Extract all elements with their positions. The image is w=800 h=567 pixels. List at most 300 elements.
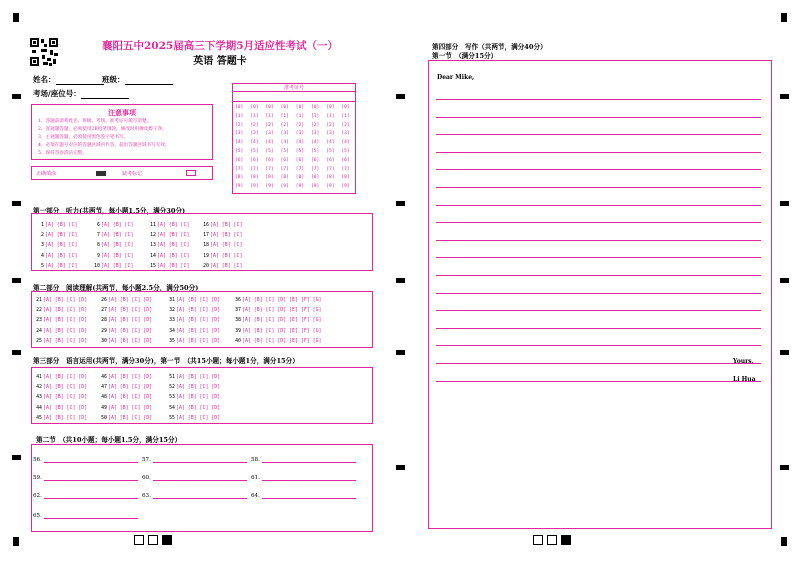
- question-row[interactable]: [35, 328, 87, 334]
- question-row[interactable]: [202, 232, 242, 238]
- class-label: 班级：: [102, 75, 125, 84]
- question-row[interactable]: [35, 415, 87, 421]
- answer-options[interactable]: [A] [B] [C] [D]: [43, 374, 88, 380]
- exam-id-digit-bubble[interactable]: [9]: [250, 184, 259, 190]
- name-field[interactable]: [33, 74, 104, 85]
- answer-options[interactable]: [A] [B] [C]: [101, 252, 134, 259]
- timing-mark: [396, 278, 405, 283]
- exam-id-digit-bubble[interactable]: [8]: [280, 175, 289, 181]
- timing-mark: [12, 278, 21, 283]
- question-row[interactable]: [35, 374, 87, 380]
- question-number: 20: [203, 262, 209, 269]
- writing-line[interactable]: [436, 99, 761, 100]
- question-row[interactable]: [93, 232, 133, 238]
- exam-id-digit-bubble[interactable]: [7]: [265, 166, 274, 172]
- writing-line[interactable]: [436, 345, 761, 346]
- writing-line[interactable]: [436, 275, 761, 276]
- exam-id-digit-bubble[interactable]: [0]: [280, 105, 289, 110]
- blank-line[interactable]: [44, 475, 138, 481]
- answer-options[interactable]: [A] [B] [C] [D]: [43, 297, 88, 303]
- exam-id-digit-bubble[interactable]: [3]: [341, 131, 350, 137]
- blank-number: 61.: [251, 475, 260, 481]
- exam-id-digit-bubble[interactable]: [8]: [341, 175, 350, 181]
- timing-mark: [12, 201, 21, 206]
- question-row[interactable]: [100, 328, 152, 334]
- question-number: 41: [36, 374, 42, 380]
- timing-mark: [12, 94, 21, 99]
- exam-id-digit-bubble[interactable]: [2]: [341, 122, 350, 128]
- fill-blank[interactable]: [33, 513, 138, 519]
- fill-blank[interactable]: [251, 475, 356, 481]
- note-line: 4、必须在题号对应的答题区域内作答，超出答题区域书写无效。: [38, 143, 170, 148]
- exam-id-digit-bubble[interactable]: [4]: [295, 140, 305, 146]
- answer-options[interactable]: [A] [B] [C] [D]: [43, 307, 88, 314]
- fill-blank[interactable]: [33, 493, 138, 499]
- fill-blank[interactable]: [33, 475, 138, 481]
- answer-options[interactable]: [A] [B] [C] [D] [E] [F] [G]: [242, 317, 322, 324]
- question-number: 36: [235, 297, 241, 303]
- question-row[interactable]: [149, 222, 189, 228]
- question-row[interactable]: [37, 263, 77, 269]
- question-number: 34: [169, 327, 175, 334]
- question-number: 30: [101, 337, 107, 344]
- exam-id-digit-bubble[interactable]: [0]: [326, 105, 335, 110]
- exam-id-digit-bubble[interactable]: [7]: [280, 166, 289, 172]
- exam-id-digit-bubble[interactable]: [9]: [235, 184, 244, 190]
- exam-id-digit-bubble[interactable]: [6]: [250, 157, 259, 163]
- fill-blank[interactable]: [142, 457, 247, 463]
- blank-line[interactable]: [44, 457, 138, 463]
- exam-id-digit-bubble[interactable]: [5]: [341, 149, 350, 154]
- exam-id-digit-bubble[interactable]: [9]: [280, 184, 289, 190]
- timing-mark: [781, 537, 787, 546]
- exam-id-digit-bubble[interactable]: [4]: [235, 140, 244, 146]
- answer-options[interactable]: [A] [B] [C] [D]: [176, 307, 221, 314]
- exam-id-digit-bubble[interactable]: [9]: [341, 184, 350, 190]
- question-row[interactable]: [202, 253, 242, 259]
- blank-line[interactable]: [44, 513, 138, 519]
- exam-id-digit-bubble[interactable]: [4]: [280, 140, 289, 146]
- question-number: 25: [36, 337, 42, 344]
- answer-options[interactable]: [A] [B] [C] [D]: [176, 414, 221, 421]
- writing-line[interactable]: [436, 117, 761, 118]
- answer-options[interactable]: [A] [B] [C]: [101, 232, 134, 239]
- question-row[interactable]: [100, 415, 152, 421]
- fill-blank[interactable]: [251, 457, 356, 463]
- answer-options[interactable]: [A] [B] [C] [D]: [108, 394, 153, 401]
- answer-options[interactable]: [A] [B] [C]: [101, 242, 134, 249]
- question-number: 9: [97, 252, 100, 259]
- exam-id-digit-bubble[interactable]: [7]: [326, 166, 335, 172]
- question-row[interactable]: [202, 242, 242, 248]
- exam-id-digit-bubble[interactable]: [0]: [250, 105, 259, 110]
- question-number: 21: [36, 297, 42, 303]
- answer-options[interactable]: [A] [B] [C]: [45, 252, 78, 259]
- answer-options[interactable]: [A] [B] [C] [D]: [108, 327, 153, 334]
- question-row[interactable]: [93, 263, 133, 269]
- exam-id-digit-bubble[interactable]: [2]: [280, 122, 289, 128]
- timing-mark: [13, 537, 19, 546]
- exam-id-digit-bubble[interactable]: [1]: [311, 113, 320, 119]
- question-number: 3: [41, 242, 44, 249]
- answer-options[interactable]: [A] [B] [C]: [45, 222, 78, 228]
- writing-line[interactable]: [436, 257, 761, 258]
- exam-id-digit-bubble[interactable]: [9]: [311, 184, 320, 190]
- blank-line[interactable]: [262, 475, 356, 481]
- answer-options[interactable]: [A] [B] [C] [D]: [176, 337, 221, 344]
- question-row[interactable]: [234, 317, 322, 323]
- answer-options[interactable]: [A] [B] [C] [D]: [43, 414, 88, 421]
- answer-options[interactable]: [A] [B] [C]: [101, 262, 134, 269]
- note-line: 2、客观题答题，必须使用2B铅笔填涂，修改时用橡皮擦干净。: [38, 127, 167, 132]
- blank-number: 59.: [33, 475, 42, 481]
- question-number: 19: [203, 252, 209, 259]
- answer-options[interactable]: [A] [B] [C]: [210, 222, 243, 228]
- exam-id-digit-bubble[interactable]: [4]: [326, 140, 335, 146]
- page-title: 襄阳五中2025届高三下学期5月适应性考试（一）: [101, 40, 339, 52]
- exam-id-digit-bubble[interactable]: [1]: [295, 113, 305, 119]
- seat-label: 考场/座位号：: [33, 89, 81, 98]
- question-number: 23: [36, 317, 42, 324]
- page-mark-filled: [162, 535, 172, 545]
- exam-id-digit-bubble[interactable]: [0]: [235, 105, 244, 110]
- question-row[interactable]: [37, 232, 77, 238]
- writing-area[interactable]: [428, 60, 772, 529]
- answer-options[interactable]: [A] [B] [C] [D]: [108, 307, 153, 314]
- question-row[interactable]: [100, 384, 152, 390]
- question-row[interactable]: [168, 297, 220, 303]
- answer-options[interactable]: [A] [B] [C] [D]: [176, 384, 221, 391]
- question-row[interactable]: [168, 394, 220, 400]
- question-row[interactable]: [168, 384, 220, 390]
- exam-id-digit-bubble[interactable]: [6]: [265, 157, 274, 163]
- question-row[interactable]: [100, 338, 152, 344]
- question-row[interactable]: [234, 297, 322, 303]
- exam-id-digit-bubble[interactable]: [1]: [341, 113, 350, 119]
- answer-options[interactable]: [A] [B] [C] [D] [E] [F] [G]: [242, 327, 322, 334]
- answer-options[interactable]: [A] [B] [C] [D]: [108, 297, 153, 303]
- question-row[interactable]: [149, 253, 189, 259]
- exam-id-grid[interactable]: [232, 83, 356, 194]
- exam-id-digit-bubble[interactable]: [8]: [235, 175, 244, 181]
- exam-id-digit-bubble[interactable]: [7]: [295, 166, 305, 172]
- exam-id-digit-bubble[interactable]: [9]: [295, 184, 305, 190]
- exam-id-digit-bubble[interactable]: [9]: [326, 184, 335, 190]
- exam-id-digit-bubble[interactable]: [2]: [265, 122, 274, 128]
- question-number: 2: [41, 232, 44, 239]
- blank-line[interactable]: [262, 493, 356, 499]
- writing-line[interactable]: [436, 169, 761, 170]
- question-number: 22: [36, 307, 42, 314]
- exam-id-digit-bubble[interactable]: [1]: [250, 113, 259, 119]
- question-row[interactable]: [35, 384, 87, 390]
- question-row[interactable]: [35, 338, 87, 344]
- question-row[interactable]: [35, 317, 87, 323]
- question-row[interactable]: [202, 263, 242, 269]
- blank-line[interactable]: [44, 493, 138, 499]
- exam-id-digit-bubble[interactable]: [2]: [326, 122, 335, 128]
- question-row[interactable]: [35, 405, 87, 411]
- answer-options[interactable]: [A] [B] [C]: [210, 242, 243, 249]
- timing-mark: [780, 278, 789, 283]
- exam-id-digit-bubble[interactable]: [3]: [311, 131, 320, 137]
- exam-id-digit-bubble[interactable]: [1]: [280, 113, 289, 119]
- exam-id-digit-bubble[interactable]: [2]: [250, 122, 259, 128]
- exam-id-digit-bubble[interactable]: [6]: [280, 157, 289, 163]
- exam-id-digit-bubble[interactable]: [6]: [235, 157, 244, 163]
- answer-options[interactable]: [A] [B] [C] [D]: [108, 374, 153, 380]
- exam-id-digit-bubble[interactable]: [2]: [311, 122, 320, 128]
- exam-id-digit-bubble[interactable]: [5]: [295, 149, 305, 154]
- question-row[interactable]: [149, 242, 189, 248]
- exam-id-digit-bubble[interactable]: [4]: [250, 140, 259, 146]
- answer-options[interactable]: [A] [B] [C]: [157, 232, 190, 239]
- question-row[interactable]: [100, 394, 152, 400]
- writing-line[interactable]: [436, 134, 761, 135]
- answer-options[interactable]: [A] [B] [C] [D]: [43, 404, 88, 411]
- question-number: 51: [169, 374, 175, 380]
- answer-options[interactable]: [A] [B] [C]: [210, 232, 243, 239]
- part3-answer-box[interactable]: [31, 367, 373, 424]
- fill-blank[interactable]: [33, 457, 138, 463]
- question-row[interactable]: [168, 415, 220, 421]
- exam-id-digit-bubble[interactable]: [5]: [326, 149, 335, 154]
- question-row[interactable]: [149, 263, 189, 269]
- question-row[interactable]: [202, 222, 242, 228]
- answer-options[interactable]: [A] [B] [C]: [157, 252, 190, 259]
- question-row[interactable]: [35, 394, 87, 400]
- answer-options[interactable]: [A] [B] [C] [D] [E] [F] [G]: [242, 337, 322, 344]
- answer-options[interactable]: [A] [B] [C]: [101, 222, 134, 228]
- question-row[interactable]: [100, 317, 152, 323]
- answer-options[interactable]: [A] [B] [C] [D]: [108, 414, 153, 421]
- answer-options[interactable]: [A] [B] [C] [D]: [108, 317, 153, 324]
- question-number: 52: [169, 384, 175, 391]
- note-line: 3、主观题答题，必须使用黑色签字笔书写。: [38, 135, 129, 140]
- note-line: 1、答题前请将姓名、班级、考场、准考证号填写清楚。: [38, 119, 152, 124]
- blank-number: 57.: [142, 457, 151, 463]
- exam-id-digit-bubble[interactable]: [8]: [295, 175, 305, 181]
- writing-line[interactable]: [436, 240, 761, 241]
- exam-id-digit-bubble[interactable]: [6]: [295, 157, 305, 163]
- question-number: 32: [169, 307, 175, 314]
- exam-id-digit-bubble[interactable]: [7]: [311, 166, 320, 172]
- question-number: 5: [41, 262, 44, 269]
- part3-2-answer-box[interactable]: [31, 444, 373, 532]
- part2-answer-box[interactable]: [31, 291, 373, 348]
- exam-id-digit-bubble[interactable]: [4]: [311, 140, 320, 146]
- answer-options[interactable]: [A] [B] [C] [D]: [176, 374, 221, 380]
- answer-options[interactable]: [A] [B] [C]: [210, 252, 243, 259]
- blank-number: 58.: [251, 457, 260, 463]
- writing-line[interactable]: [436, 187, 761, 188]
- question-row[interactable]: [35, 307, 87, 313]
- writing-line[interactable]: [436, 205, 761, 206]
- exam-id-digit-bubble[interactable]: [5]: [311, 149, 320, 154]
- question-row[interactable]: [168, 328, 220, 334]
- fill-blank[interactable]: [142, 475, 247, 481]
- answer-options[interactable]: [A] [B] [C] [D]: [43, 317, 88, 324]
- timing-mark: [13, 13, 19, 22]
- exam-id-digit-bubble[interactable]: [6]: [326, 157, 335, 163]
- exam-id-digit-bubble[interactable]: [8]: [250, 175, 259, 181]
- question-number: 46: [101, 374, 107, 380]
- exam-id-digit-bubble[interactable]: [3]: [280, 131, 289, 137]
- fill-blank[interactable]: [142, 493, 247, 499]
- part4-title: 第四部分 写作（共两节，满分40分）: [432, 43, 547, 51]
- exam-id-digit-bubble[interactable]: [7]: [250, 166, 259, 172]
- question-number: 29: [101, 327, 107, 334]
- question-row[interactable]: [37, 222, 77, 228]
- absent-label: 缺考标记: [122, 171, 143, 177]
- writing-line[interactable]: [436, 328, 761, 329]
- exam-id-digit-bubble[interactable]: [3]: [250, 131, 259, 137]
- answer-options[interactable]: [A] [B] [C]: [157, 262, 190, 269]
- exam-id-digit-bubble[interactable]: [0]: [311, 105, 320, 110]
- exam-id-digit-bubble[interactable]: [4]: [265, 140, 274, 146]
- writing-line[interactable]: [436, 152, 761, 153]
- question-number: 42: [36, 384, 42, 391]
- answer-options[interactable]: [A] [B] [C] [D]: [176, 394, 221, 401]
- class-field[interactable]: [102, 74, 173, 85]
- answer-options[interactable]: [A] [B] [C] [D]: [176, 297, 221, 303]
- question-row[interactable]: [149, 232, 189, 238]
- exam-id-digit-bubble[interactable]: [0]: [295, 105, 305, 110]
- page-mark-filled: [561, 535, 571, 545]
- writing-line[interactable]: [436, 310, 761, 311]
- exam-id-digit-bubble[interactable]: [0]: [265, 105, 274, 110]
- blank-line[interactable]: [153, 493, 247, 499]
- exam-id-digit-bubble[interactable]: [3]: [326, 131, 335, 137]
- absent-checkbox[interactable]: [186, 170, 196, 176]
- exam-id-digit-bubble[interactable]: [1]: [326, 113, 335, 119]
- writing-line[interactable]: [436, 381, 761, 382]
- question-row[interactable]: [93, 242, 133, 248]
- answer-options[interactable]: [A] [B] [C]: [45, 242, 78, 249]
- question-row[interactable]: [37, 242, 77, 248]
- exam-id-digit-bubble[interactable]: [0]: [341, 105, 350, 110]
- question-row[interactable]: [234, 328, 322, 334]
- answer-options[interactable]: [A] [B] [C] [D]: [43, 384, 88, 391]
- exam-id-digit-bubble[interactable]: [5]: [250, 149, 259, 154]
- answer-options[interactable]: [A] [B] [C] [D]: [176, 404, 221, 411]
- blank-line[interactable]: [262, 457, 356, 463]
- question-row[interactable]: [168, 317, 220, 323]
- exam-id-digit-bubble[interactable]: [9]: [265, 184, 274, 190]
- exam-id-digit-bubble[interactable]: [7]: [235, 166, 244, 172]
- question-row[interactable]: [100, 307, 152, 313]
- answer-options[interactable]: [A] [B] [C] [D]: [176, 327, 221, 334]
- fill-blank[interactable]: [251, 493, 356, 499]
- page-mark-box: [533, 535, 543, 545]
- question-number: 18: [203, 242, 209, 249]
- question-row[interactable]: [234, 307, 322, 313]
- answer-options[interactable]: [A] [B] [C] [D]: [108, 404, 153, 411]
- timing-mark: [780, 350, 789, 355]
- question-number: 4: [41, 252, 44, 259]
- question-number: 47: [101, 384, 107, 391]
- question-row[interactable]: [168, 374, 220, 380]
- exam-id-digit-bubble[interactable]: [1]: [235, 113, 244, 119]
- question-number: 6: [97, 222, 100, 228]
- exam-id-digit-bubble[interactable]: [2]: [235, 122, 244, 128]
- seat-field[interactable]: [33, 88, 129, 99]
- blank-line[interactable]: [153, 475, 247, 481]
- question-row[interactable]: [234, 338, 322, 344]
- question-number: 15: [150, 262, 156, 269]
- qr-code-icon: [30, 38, 58, 66]
- answer-options[interactable]: [A] [B] [C] [D]: [43, 394, 88, 401]
- answer-options[interactable]: [A] [B] [C]: [157, 222, 190, 228]
- exam-id-digit-bubble[interactable]: [8]: [265, 175, 274, 181]
- answer-options[interactable]: [A] [B] [C]: [210, 262, 243, 269]
- answer-options[interactable]: [A] [B] [C] [D] [E] [F] [G]: [242, 297, 322, 303]
- question-row[interactable]: [35, 297, 87, 303]
- part1-title: 第一部分 听力(共两节，每小题1.5分，满分30分): [33, 207, 186, 215]
- question-number: 55: [169, 414, 175, 421]
- answer-options[interactable]: [A] [B] [C]: [45, 262, 78, 269]
- question-number: 44: [36, 404, 42, 411]
- exam-id-digit-bubble[interactable]: [8]: [326, 175, 335, 181]
- writing-line[interactable]: [436, 293, 761, 294]
- exam-id-digit-bubble[interactable]: [6]: [311, 157, 320, 163]
- answer-options[interactable]: [A] [B] [C]: [157, 242, 190, 249]
- question-row[interactable]: [100, 297, 152, 303]
- question-number: 54: [169, 404, 175, 411]
- exam-id-digit-bubble[interactable]: [6]: [341, 157, 350, 163]
- exam-id-digit-bubble[interactable]: [7]: [341, 166, 350, 172]
- writing-line[interactable]: [436, 222, 761, 223]
- question-row[interactable]: [37, 253, 77, 259]
- part2-title: 第二部分 阅读理解(共两节，每小题2.5分，满分50分): [33, 284, 199, 292]
- exam-id-digit-bubble[interactable]: [3]: [265, 131, 274, 137]
- question-row[interactable]: [100, 405, 152, 411]
- answer-options[interactable]: [A] [B] [C]: [45, 232, 78, 239]
- exam-id-digit-bubble[interactable]: [5]: [265, 149, 274, 154]
- blank-number: 63.: [142, 493, 151, 499]
- answer-options[interactable]: [A] [B] [C] [D]: [108, 384, 153, 391]
- exam-id-digit-bubble[interactable]: [2]: [295, 122, 305, 128]
- question-row[interactable]: [168, 338, 220, 344]
- blank-line[interactable]: [153, 457, 247, 463]
- exam-id-digit-bubble[interactable]: [5]: [235, 149, 244, 154]
- exam-id-input-row[interactable]: [233, 92, 355, 102]
- exam-id-digit-bubble[interactable]: [3]: [295, 131, 305, 137]
- timing-mark: [12, 455, 21, 460]
- blank-number: 56.: [33, 457, 42, 463]
- exam-id-digit-bubble[interactable]: [5]: [280, 149, 289, 154]
- question-row[interactable]: [168, 405, 220, 411]
- writing-line[interactable]: [436, 363, 761, 364]
- answer-options[interactable]: [A] [B] [C] [D] [E] [F] [G]: [242, 307, 322, 314]
- question-row[interactable]: [93, 222, 133, 228]
- answer-options[interactable]: [A] [B] [C] [D]: [43, 337, 88, 344]
- part1-answer-box[interactable]: [31, 213, 373, 271]
- answer-options[interactable]: [A] [B] [C] [D]: [108, 337, 153, 344]
- answer-options[interactable]: [A] [B] [C] [D]: [43, 327, 88, 334]
- question-row[interactable]: [168, 307, 220, 313]
- exam-id-label: 准考证号: [233, 84, 355, 92]
- question-row[interactable]: [100, 374, 152, 380]
- exam-id-digit-bubble[interactable]: [8]: [311, 175, 320, 181]
- question-row[interactable]: [93, 253, 133, 259]
- exam-id-digit-bubble[interactable]: [4]: [341, 140, 350, 146]
- question-number: 12: [150, 232, 156, 239]
- question-number: 43: [36, 394, 42, 401]
- exam-id-digit-bubble[interactable]: [1]: [265, 113, 274, 119]
- exam-id-digit-bubble[interactable]: [3]: [235, 131, 244, 137]
- answer-options[interactable]: [A] [B] [C] [D]: [176, 317, 221, 324]
